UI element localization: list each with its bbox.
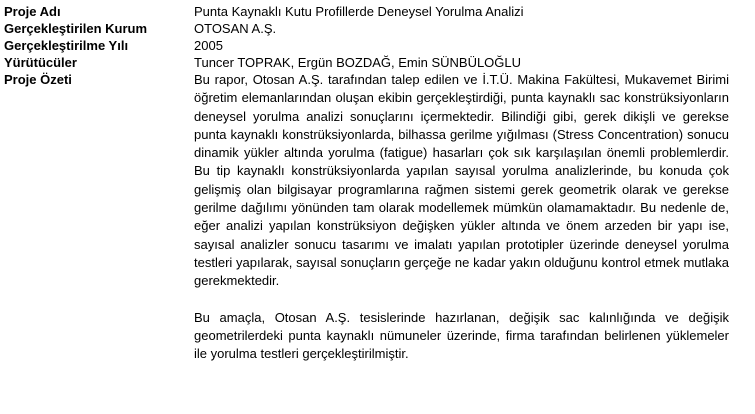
year-row xyxy=(4,37,755,54)
summary-label: Proje Özeti xyxy=(4,72,72,87)
institution-label: Gerçekleştirilen Kurum xyxy=(4,21,148,36)
summary-paragraph-2: Bu amaçla, Otosan A.Ş. tesislerinde hazırlanan, değişik sac kalınlığında ve değişik geometrilerdeki punta kaynaklı nümuneler üzerinde, firma tarafından belirlenen yüklemeler ile yorulma testleri gerçekleştirilmiştir. xyxy=(194,309,729,362)
institution-row xyxy=(4,20,755,37)
executors-row xyxy=(4,54,755,71)
year-label: Gerçekleştirilme Yılı xyxy=(4,38,129,53)
project-name-row xyxy=(4,3,755,20)
executors-label: Yürütücüler xyxy=(4,55,77,70)
summary-paragraph-1: Bu rapor, Otosan A.Ş. tarafından talep edilen ve İ.T.Ü. Makina Fakültesi, Mukavemet Birimi öğretim elemanlarından oluşan ekibin gerçekleştirdiği, punta kaynaklı sac konstrüksiyonların deneysel yorulma analizi sonuçlarını içermektedir. Bilindiği gibi, gerek dikişli ve gerekse punta kaynaklı konstrüksiyonlarda, bilhassa gerilme yığılması (Stress Concentration) sonucu dinamik yükler altında yorulma (fatigue) hasarları çok sık karşılaşılan önemli problemlerdir. Bu tip kaynaklı konstrüksiyonlarda yapılan sayısal yorulma analizlerinde, bu konuda çok gelişmiş olan bilgisayar programlarına rağmen sistemi gerek geometrik olarak ve gerekse gerilme dağılımı yönünden tam olarak modellemek mümkün olamamaktadır. Bu nedenle de, eğer analizi yapılan konstrüksiyon değişken yükler altında ve önem arzeden bir yapı ise, sayısal analizler sonucu tasarımı ve imalatı yapılan prototipler üzerinde deneysel yorulma testleri yapılarak, sayısal sonuçların gerçeğe ne kadar yakın olduğunu kontrol etmek mutlaka gerekmektedir. xyxy=(194,72,729,289)
project-name-label: Proje Adı xyxy=(4,4,61,19)
year-value: 2005 xyxy=(194,38,223,53)
summary-row xyxy=(4,71,755,363)
executors-value: Tuncer TOPRAK, Ergün BOZDAĞ, Emin SÜNBÜLOĞLU xyxy=(194,55,522,70)
project-name-value: Punta Kaynaklı Kutu Profillerde Deneysel Yorulma Analizi xyxy=(194,4,524,19)
summary-body xyxy=(194,71,729,363)
institution-value: OTOSAN A.Ş. xyxy=(194,21,277,36)
